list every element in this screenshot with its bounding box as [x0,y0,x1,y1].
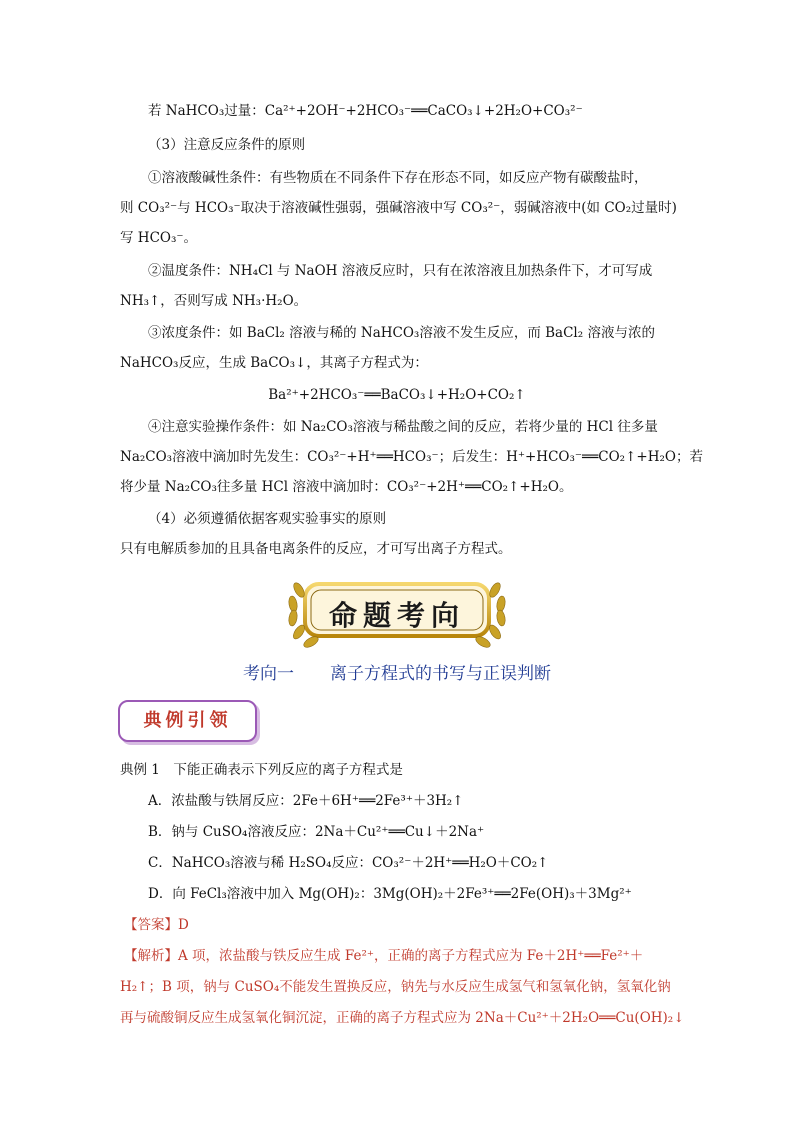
example-tag-label: 典例引领 [143,710,232,731]
text-line: 将少量 Na₂CO₃往多量 HCl 溶液中滴加时：CO₃²⁻+2H⁺══CO₂↑+H₂O。 [120,479,573,495]
section-heading [0,659,794,684]
example-tag [118,700,257,742]
answer-label: 【答案】D [124,917,189,933]
text-line: （3）注意反应条件的原则 [148,137,306,153]
text-line: NaHCO₃反应，生成 BaCO₃↓，其离子方程式为： [120,355,428,371]
analysis-line: H₂↑；B 项，钠与 CuSO₄不能发生置换反应，钠先与水反应生成氢气和氢氧化钠，氢氧化钠 [120,979,671,995]
text-line: ④注意实验操作条件：如 Na₂CO₃溶液与稀盐酸之间的反应，若将少量的 HCl 往多量 [148,419,658,435]
option-c: C．NaHCO₃溶液与稀 H₂SO₄反应：CO₃²⁻＋2H⁺══H₂O＋CO₂↑ [148,855,549,871]
section-banner [285,570,509,650]
text-line: NH₃↑，否则写成 NH₃·H₂O。 [120,293,308,309]
text-line: Na₂CO₃溶液中滴加时先发生：CO₃²⁻+H⁺══HCO₃⁻；后发生：H⁺+HCO₃⁻══CO₂↑+H₂O；若 [120,449,703,465]
banner-title: 命题考向 [328,599,465,632]
text-line: 只有电解质参加的且具备电离条件的反应，才可写出离子方程式。 [120,541,512,557]
option-a: A．浓盐酸与铁屑反应：2Fe＋6H⁺══2Fe³⁺＋3H₂↑ [148,793,464,809]
text-line: 写 HCO₃⁻。 [120,230,197,246]
text-line: ③浓度条件：如 BaCl₂ 溶液与稀的 NaHCO₃溶液不发生反应，而 BaCl₂ 溶液与浓的 [148,325,655,341]
option-d: D．向 FeCl₃溶液中加入 Mg(OH)₂：3Mg(OH)₂＋2Fe³⁺══2Fe(OH)₃＋3Mg²⁺ [148,886,632,902]
text-line: （4）必须遵循依据客观实验事实的原则 [148,511,387,527]
option-b: B．钠与 CuSO₄溶液反应：2Na＋Cu²⁺══Cu↓＋2Na⁺ [148,824,485,840]
text-line: 则 CO₃²⁻与 HCO₃⁻取决于溶液碱性强弱，强碱溶液中写 CO₃²⁻，弱碱溶液中(如 CO₂过量时) [120,200,677,216]
analysis-line: 【解析】A 项，浓盐酸与铁反应生成 Fe²⁺，正确的离子方程式应为 Fe＋2H⁺══Fe²⁺＋ [124,948,644,964]
text-line: 若 NaHCO₃过量：Ca²⁺+2OH⁻+2HCO₃⁻══CaCO₃↓+2H₂O+CO₃²⁻ [148,103,583,119]
question-stem: 典例 1 下能正确表示下列反应的离子方程式是 [120,762,403,778]
analysis-line: 再与硫酸铜反应生成氢氧化铜沉淀，正确的离子方程式应为 2Na＋Cu²⁺＋2H₂O══Cu(OH)₂↓ [120,1010,685,1026]
section-label: 考向一 [243,664,294,684]
text-line: ①溶液酸碱性条件：有些物质在不同条件下存在形态不同，如反应产物有碳酸盐时， [148,170,648,186]
equation-line: Ba²⁺+2HCO₃⁻══BaCO₃↓+H₂O+CO₂↑ [268,387,526,403]
section-title-text: 离子方程式的书写与正误判断 [330,664,551,684]
text-line: ②温度条件：NH₄Cl 与 NaOH 溶液反应时，只有在浓溶液且加热条件下，才可写成 [148,263,653,279]
